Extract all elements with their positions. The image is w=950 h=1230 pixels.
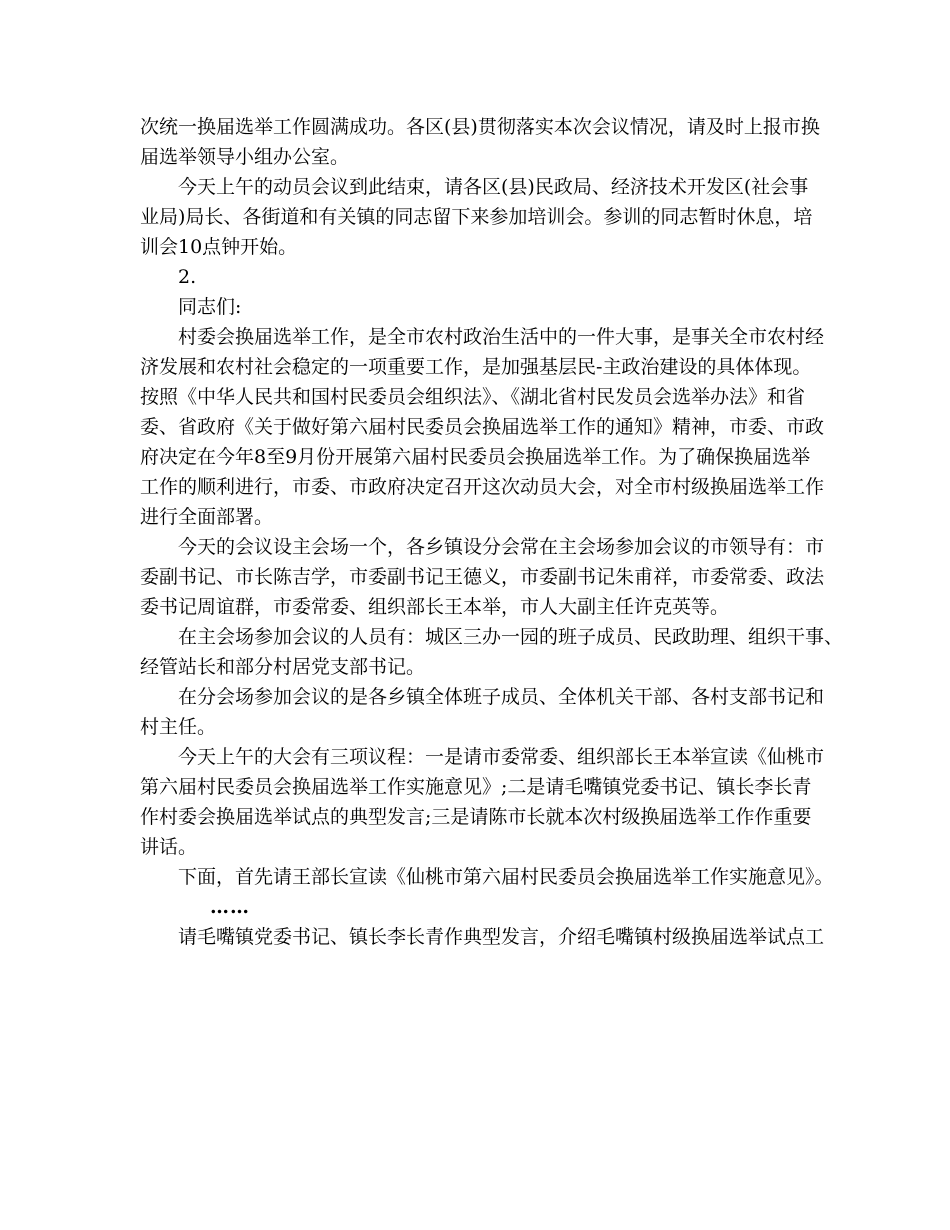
text-line: 训会10点钟开始。 [140, 236, 298, 258]
paragraph-typical-speech [140, 922, 825, 952]
text-line: 今天上午的动员会议到此结束，请各区(县)民政局、经济技术开发区(社会事 [178, 176, 809, 198]
document-body [140, 112, 844, 952]
text-line: 村主任。 [140, 716, 217, 738]
salutation [140, 292, 820, 322]
text-line: 请毛嘴镇党委书记、镇长李长青作典型发言，介绍毛嘴镇村级换届选举试点工 [178, 926, 825, 948]
paragraph-closing-report [140, 112, 820, 172]
paragraph-agenda [140, 742, 825, 862]
text-line: 委副书记、市长陈吉学，市委副书记王德义，市委副书记朱甫祥，市委常委、政法 [140, 566, 825, 588]
text-line: 同志们: [178, 296, 242, 318]
text-line: 2. [178, 266, 197, 288]
text-line: 次统一换届选举工作圆满成功。各区(县)贯彻落实本次会议情况，请及时上报市换 [140, 116, 820, 138]
section-number [140, 262, 820, 292]
text-line: 委书记周谊群，市委常委、组织部长王本举，市人大副主任许克英等。 [140, 596, 730, 618]
paragraph-branch-venue-attendees [140, 682, 825, 742]
paragraph-first-item [140, 862, 834, 892]
paragraph-venue-leaders [140, 532, 825, 622]
text-line: 作村委会换届选举试点的典型发言;三是请陈市长就本次村级换届选举工作作重要 [140, 806, 812, 828]
paragraph-main-venue-attendees [140, 622, 844, 682]
text-line: 讲话。 [140, 836, 198, 858]
text-line: 济发展和农村社会稳定的一项重要工作，是加强基层民-主政治建设的具体体现。 [140, 356, 812, 378]
text-line: 下面，首先请王部长宣读《仙桃市第六届村民委员会换届选举工作实施意见》。 [178, 866, 834, 888]
text-line: 今天的会议设主会场一个，各乡镇设分会常在主会场参加会议的市领导有：市 [178, 536, 825, 558]
text-line: …… [210, 896, 250, 918]
text-line: 在分会场参加会议的是各乡镇全体班子成员、全体机关干部、各村支部书记和 [178, 686, 825, 708]
text-line: 进行全面部署。 [140, 506, 274, 528]
paragraph-election-intro [140, 322, 825, 532]
text-line: 委、省政府《关于做好第六届村民委员会换届选举工作的通知》精神，市委、市政 [140, 416, 825, 438]
text-line: 第六届村民委员会换届选举工作实施意见》;二是请毛嘴镇党委书记、镇长李长青 [140, 776, 812, 798]
text-line: 业局)局长、各街道和有关镇的同志留下来参加培训会。参训的同志暂时休息，培 [140, 206, 813, 228]
text-line: 村委会换届选举工作，是全市农村政治生活中的一件大事，是事关全市农村经 [178, 326, 825, 348]
text-line: 在主会场参加会议的人员有：城区三办一园的班子成员、民政助理、组织干事、 [178, 626, 844, 648]
text-line: 府决定在今年8至9月份开展第六届村民委员会换届选举工作。为了确保换届选举 [140, 446, 811, 468]
text-line: 按照《中华人民共和国村民委员会组织法》、《湖北省村民发员会选举办法》和省 [140, 386, 806, 408]
text-line: 届选举领导小组办公室。 [140, 146, 350, 168]
text-line: 工作的顺利进行，市委、市政府决定召开这次动员大会，对全市村级换届选举工作 [140, 476, 825, 498]
text-line: 今天上午的大会有三项议程：一是请市委常委、组织部长王本举宣读《仙桃市 [178, 746, 825, 768]
ellipsis-marker [140, 892, 820, 922]
paragraph-meeting-end [140, 172, 820, 262]
text-line: 经管站长和部分村居党支部书记。 [140, 656, 426, 678]
